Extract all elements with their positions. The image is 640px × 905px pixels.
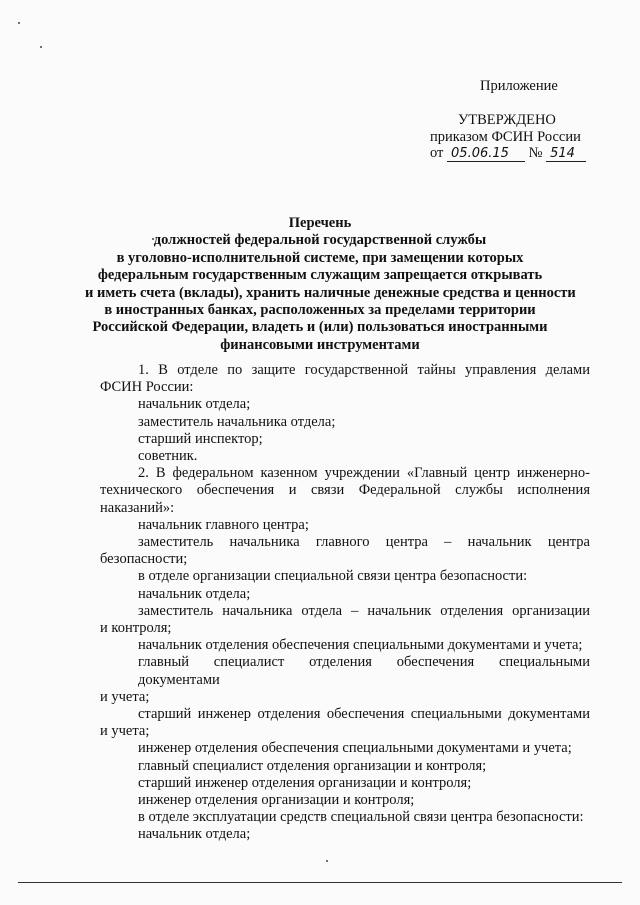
- handwritten-date: 05.06.15: [447, 147, 525, 162]
- appendix-label: Приложение: [480, 78, 558, 94]
- body-line: в отделе эксплуатации средств специальной связи центра безопасности:: [138, 809, 584, 826]
- body-line: начальник отдела;: [138, 826, 251, 843]
- order-date-line: [430, 145, 586, 162]
- date-prefix: от: [430, 145, 444, 161]
- title-line: Перечень: [288, 215, 352, 231]
- scan-speck: [326, 860, 328, 862]
- title-line: федеральным государственным служащим запрещается открывать: [97, 267, 543, 284]
- title-line: должностей федеральной государственной службы: [153, 232, 487, 249]
- document-body: [100, 362, 590, 844]
- title-line: финансовыми инструментами: [220, 336, 420, 353]
- body-line: ФСИН России:: [100, 379, 194, 396]
- body-line: старший инженер отделения обеспечения специальными документами: [138, 706, 590, 723]
- body-line: начальник отдела;: [138, 585, 251, 602]
- title-line: в иностранных банках, расположенных за пределами территории: [104, 302, 536, 319]
- title-line: в уголовно-исполнительной системе, при замещении которых: [116, 249, 524, 266]
- body-line: начальник отдела;: [138, 396, 251, 413]
- body-line: инженер отделения обеспечения специальными документами и учета;: [138, 740, 572, 757]
- body-line: заместитель начальника отдела;: [138, 413, 336, 430]
- body-line: старший инспектор;: [138, 430, 263, 447]
- body-line: и учета;: [100, 723, 150, 740]
- order-label: приказом ФСИН России: [430, 129, 581, 145]
- scan-bottom-edge: [18, 882, 622, 883]
- body-line: безопасности;: [100, 551, 188, 568]
- body-line: начальник отделения обеспечения специальными документами и учета;: [138, 637, 583, 654]
- scan-speck: [18, 22, 20, 24]
- body-line: заместитель начальника отдела – начальник отделения организации: [138, 602, 590, 619]
- scan-speck: [152, 238, 154, 240]
- body-line: советник.: [138, 448, 198, 465]
- body-line: старший инженер отделения организации и контроля;: [138, 774, 472, 791]
- body-line: инженер отделения организации и контроля;: [138, 792, 415, 809]
- title-line: и иметь счета (вклады), хранить наличные денежные средства и ценности: [85, 284, 576, 301]
- body-line: заместитель начальника главного центра – начальник центра: [138, 534, 590, 551]
- approved-label: УТВЕРЖДЕНО: [458, 112, 556, 128]
- body-line: главный специалист отделения организации и контроля;: [138, 757, 487, 774]
- body-line: 2. В федеральном казенном учреждении «Главный центр инженерно-: [138, 465, 590, 482]
- body-line: наказаний»:: [100, 499, 175, 516]
- scan-speck: [40, 46, 42, 48]
- number-prefix: №: [528, 145, 543, 161]
- document-title: [85, 215, 576, 354]
- title-line: Российской Федерации, владеть и (или) пользоваться иностранными: [92, 319, 548, 336]
- body-line: технического обеспечения и связи Федеральной службы исполнения: [100, 482, 590, 499]
- body-line: 1. В отделе по защите государственной тайны управления делами: [138, 362, 590, 378]
- body-line: начальник главного центра;: [138, 516, 309, 533]
- body-line: главный специалист отделения обеспечения специальными документами: [138, 654, 590, 688]
- body-line: в отделе организации специальной связи центра безопасности:: [138, 568, 528, 585]
- body-line: и контроля;: [100, 620, 172, 637]
- body-line: и учета;: [100, 688, 150, 705]
- handwritten-number: 514: [546, 147, 586, 162]
